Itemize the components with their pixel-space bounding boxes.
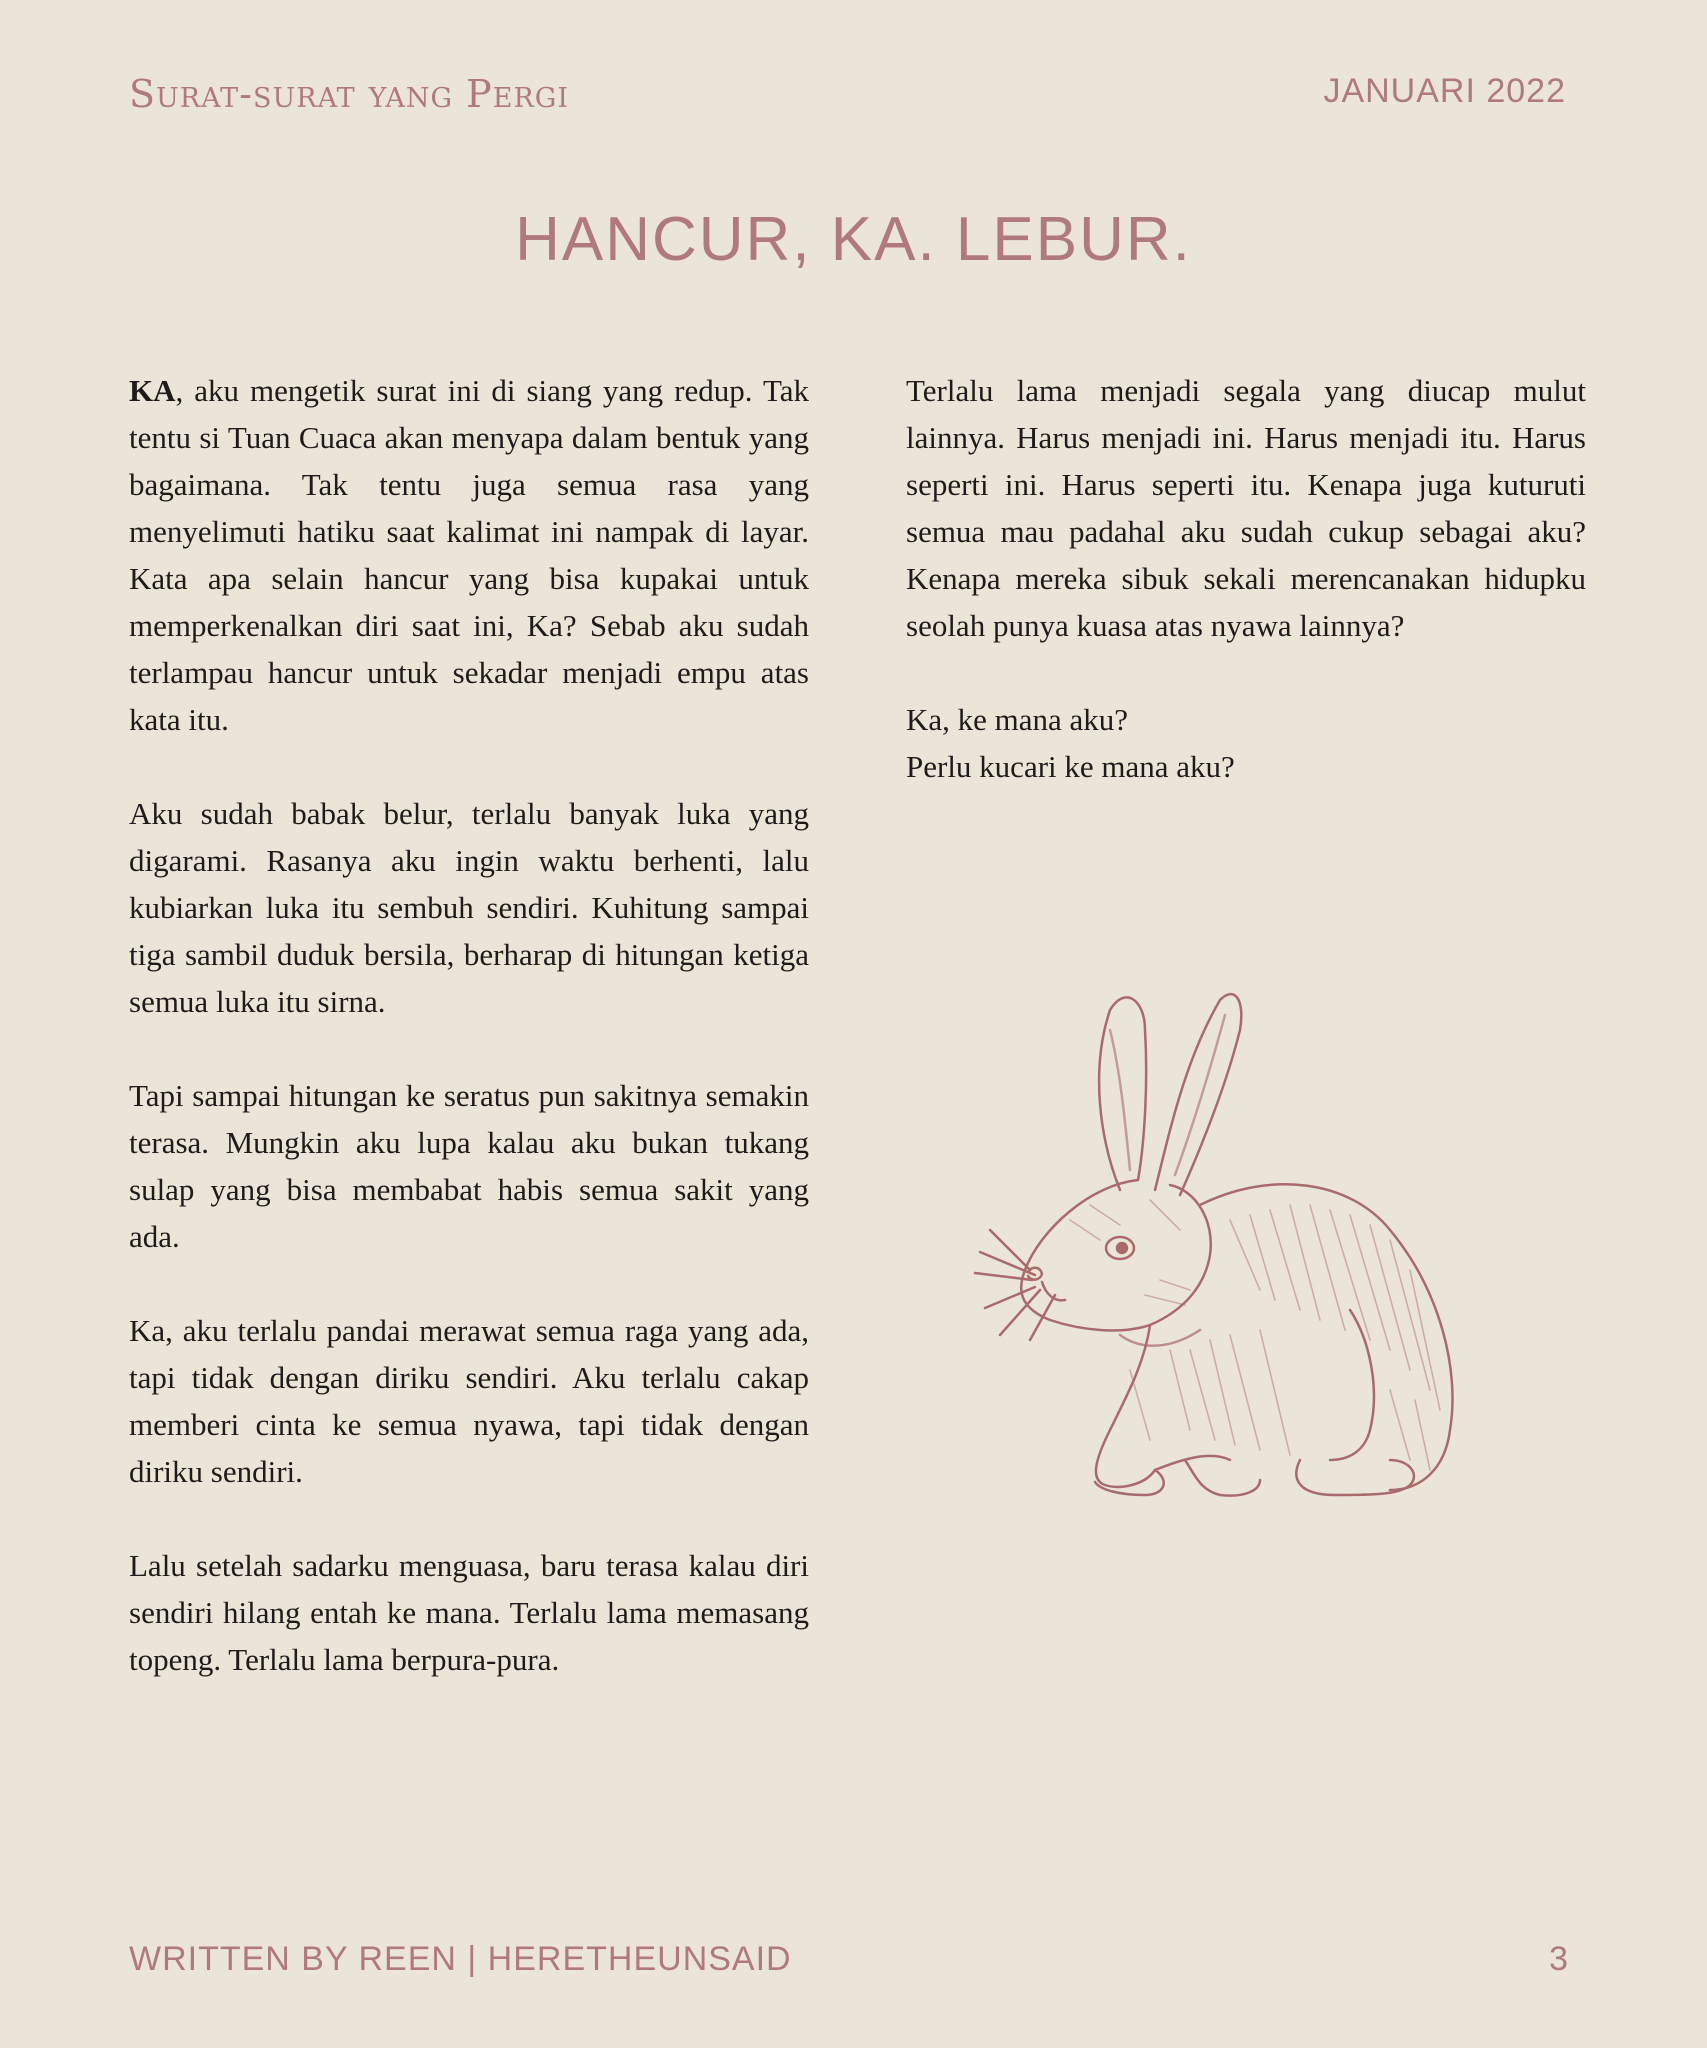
page-number: 3 [1549, 1940, 1568, 1978]
letter-title: HANCUR, KA. LEBUR. [515, 205, 1192, 274]
footer-credit: WRITTEN BY REEN | HERETHEUNSAID [129, 1940, 792, 1978]
paragraph-2: Aku sudah babak belur, terlalu banyak luka yang digarami. Rasanya aku ingin waktu berhenti, lalu kubiarkan luka itu sembuh sendiri. Kuhitung sampai tiga sambil duduk bersila, berharap di hitungan ketiga semua luka itu sirna. [129, 796, 809, 1019]
paragraph-lead: KA [129, 373, 176, 408]
paragraph-1 [129, 367, 809, 743]
rabbit-illustration [970, 990, 1490, 1510]
paragraph-1-text: , aku mengetik surat ini di siang yang redup. Tak tentu si Tuan Cuaca akan menyapa dalam bentuk yang bagaimana. Tak tentu juga semua rasa yang menyelimuti hatiku saat kalimat ini nampak di layar. Kata apa selain hancur yang bisa kupakai untuk memperkenalkan diri saat ini, Ka? Sebab aku sudah terlampau hancur untuk sekadar menjadi empu atas kata itu. [129, 373, 809, 737]
closing-line-1: Ka, ke mana aku? [906, 702, 1129, 737]
paragraph-3: Tapi sampai hitungan ke seratus pun sakitnya semakin terasa. Mungkin aku lupa kalau aku bukan tukang sulap yang bisa membabat habis semua sakit yang ada. [129, 1078, 809, 1254]
paragraph-4: Ka, aku terlalu pandai merawat semua raga yang ada, tapi tidak dengan diriku sendiri. Aku terlalu cakap memberi cinta ke semua nyawa, tapi tidak dengan diriku sendiri. [129, 1313, 809, 1489]
closing-line-2: Perlu kucari ke mana aku? [906, 749, 1235, 784]
book-title: Surat-surat yang Pergi [129, 72, 570, 116]
closing-lines [906, 696, 1586, 790]
issue-date: JANUARI 2022 [1323, 72, 1566, 110]
paragraph-5: Lalu setelah sadarku menguasa, baru terasa kalau diri sendiri hilang entah ke mana. Terlalu lama memasang topeng. Terlalu lama berpura-pura. [129, 1548, 809, 1677]
left-column [129, 367, 809, 1730]
right-column [906, 367, 1586, 790]
paragraph-6: Terlalu lama menjadi segala yang diucap mulut lainnya. Harus menjadi ini. Harus menjadi itu. Harus seperti ini. Harus seperti itu. Kenapa juga kuturuti semua mau padahal aku sudah cukup sebagai aku? Kenapa mereka sibuk sekali merencanakan hidupku seolah punya kuasa atas nyawa lainnya? [906, 373, 1586, 643]
